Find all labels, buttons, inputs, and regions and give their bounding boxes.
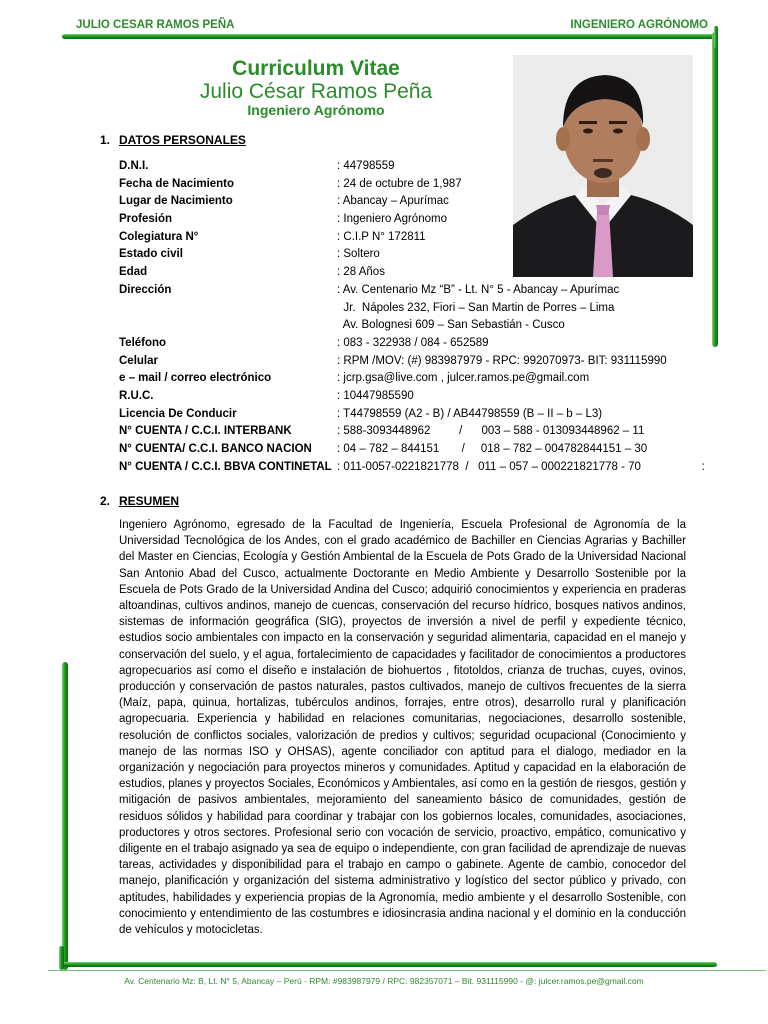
field-key: N° CUENTA / C.C.I. BBVA CONTINETAL <box>119 460 332 473</box>
field-value: : 44798559 <box>337 160 395 172</box>
header-name: JULIO CESAR RAMOS PEÑA <box>76 19 235 31</box>
field-key: N° CUENTA / C.C.I. INTERBANK <box>119 425 292 438</box>
section-label: RESUMEN <box>119 494 180 508</box>
field-value: : 10447985590 <box>337 389 414 402</box>
field-key: Colegiatura N° <box>119 230 199 243</box>
field-key: Licencia De Conducir <box>119 407 237 420</box>
frame-right-bar-top <box>714 26 718 48</box>
row-ruc <box>119 388 719 406</box>
row-account-interbank <box>119 423 719 441</box>
section-number: 2. <box>100 494 111 508</box>
row-email <box>119 370 719 388</box>
cv-name: Julio César Ramos Peña <box>199 80 433 103</box>
frame-bottom-bar <box>62 962 717 967</box>
cv-title: Curriculum Vitae <box>232 57 400 80</box>
field-value: : Ingeniero Agrónomo <box>337 213 447 226</box>
field-key: Fecha de Nacimiento <box>119 177 235 190</box>
row-age <box>119 264 719 282</box>
field-value: : T44798559 (A2 - B) / AB44798559 (B – II – b – L3) <box>337 407 603 420</box>
row-address-2 <box>119 300 719 318</box>
frame-left-bar-bottom <box>59 946 64 970</box>
field-value: : RPM /MOV: (#) 983987979 - RPC: 992070973- BIT: 931115990 <box>337 354 667 367</box>
field-key: Lugar de Nacimiento <box>119 195 233 208</box>
section-label: DATOS PERSONALES <box>119 133 246 147</box>
row-registration <box>119 229 719 247</box>
footer-contact: Av. Centenario Mz: B, Lt. N° 5, Abancay – Perú - RPM: #983987979 / RPC: 982357071 – Bit. 931115990 - @: julcer.ramos.pe@gmail.com <box>124 976 644 986</box>
field-key: Teléfono <box>119 336 167 349</box>
header-profession: INGENIERO AGRÓNOMO <box>570 19 708 31</box>
row-dni <box>119 158 719 176</box>
personal-data-list <box>119 158 719 476</box>
field-value: : C.I.P N° 172811 <box>337 230 426 243</box>
field-value: : 011-0057-0221821778 / 011 – 057 – 000221821778 - 70 : <box>337 460 705 473</box>
row-license <box>119 406 719 424</box>
frame-top-bar <box>62 34 718 39</box>
summary-paragraph: Ingeniero Agrónomo, egresado de la Facultad de Ingeniería, Escuela Profesional de Agronomía de la Universidad Tecnológica de los Andes, con el grado académico de Bachiller en Ciencias Agrarias y Bachiller del Master en Ciencias, Ecología y Gestión Ambiental de la Escuela de Pots Grado de la Universidad Nacional San Antonio Abad del Cusco, actualmente Doctorante en Medio Ambiente y Desarrollo Sostenible por la Escuela de Pots Grado de la Universidad Andina del Cusco; adquirió conocimientos y experiencia en praderas altoandinas, cultivos andinos, manejo de cuencas, conservación del recurso hídrico, bosques nativos andinos, sistemas de información geográfica (SIG), proyectos de inversión a nivel de perfil y expediente técnico, estudios socio ambientales con impacto en la conservación y seguridad alimentaria, capacidad en el manejo y conservación del suelo, y el agua, fortalecimiento de capacidades y facilitador de conocimientos a productores agropecuarios así como el diseño e instalación de biohuertos , fitotoldos, crianza de truchas, cuyes, ovinos, producción y conservación de pastos naturales, pastos cultivados, manejo de cultivos frecuentes de la sierra (Maíz, papa, quinua, hortalizas, tubérculos andinos, forrajes, entre otros), desarrollo rural y planificación agropecuaria. Experiencia y habilidad en relaciones comunitarias, negociaciones, desarrollo sostenible, resolución de conflictos sociales, valorización de predios y cultivos; seguridad ocupacional (Conocimiento y manejo de las normas ISO y OHSAS), agente conciliador con aptitud para el dialogo, mediador en la organización y negociación para proyectos mineros y comunidades. Aptitud y capacidad en la elaboración de estudios, planes y proyectos Sociales, Económicos y Ambientales, así como en la gestión de riesgos, gestión y mitigación de pasivos ambientales, mejoramiento del saneamiento básico de comunidades, gestión de residuos sólidos y habilidad para coordinar y trabajar con los gobiernos locales, comunidades, asociaciones, productores y otros sectores. Profesional serio con vocación de servicio, proactivo, empático, comunicativo y diligente en el trabajo asignado ya sea de equipo o independiente, con gran facilidad de aprendizaje de nuevas tareas, actividades y disponibilidad para el trabajo en campo o gabinete. Agente de cambio, conocedor del manejo, planificación y organización del sistema administrativo y logístico del sector público y privado, con aptitudes, habilidades y experiencia propias de la Agronomía, medio ambiente y el desarrollo Sostenible, con conocimiento y entendimiento de las costumbres e idiosincrasia andina nacional y el dominio en la conducción de vehículos y motocicletas. <box>119 519 686 937</box>
row-address-3 <box>119 317 719 335</box>
field-value: : 24 de octubre de 1,987 <box>337 177 462 190</box>
row-birth-place <box>119 193 719 211</box>
footer-divider <box>48 970 766 971</box>
field-value: : 083 - 322938 / 084 - 652589 <box>337 336 489 349</box>
section-number: 1. <box>100 133 111 147</box>
row-account-bbva <box>119 459 719 477</box>
frame-left-bar <box>62 662 68 970</box>
field-value: : 28 Años <box>337 266 385 279</box>
row-civil-status <box>119 246 719 264</box>
field-key: Celular <box>119 354 158 367</box>
row-birth-date <box>119 176 719 194</box>
field-value: : 04 – 782 – 844151 / 018 – 782 – 004782844151 – 30 <box>337 443 648 455</box>
field-key: Dirección <box>119 283 172 296</box>
field-value: : jcrp.gsa@live.com , julcer.ramos.pe@gmail.com <box>337 372 590 385</box>
field-value: Jr. Nápoles 232, Fiori – San Martin de Porres – Lima <box>337 301 615 314</box>
field-value: Av. Bolognesi 609 – San Sebastián - Cusco <box>337 319 565 332</box>
field-key: Edad <box>119 266 148 279</box>
field-key: N° CUENTA/ C.C.I. BANCO NACION <box>119 443 312 455</box>
row-account-banco-nacion <box>119 441 719 459</box>
section-summary <box>100 494 179 508</box>
field-key: D.N.I. <box>119 160 149 172</box>
row-phone <box>119 335 719 353</box>
row-address <box>119 282 719 300</box>
field-key: R.U.C. <box>119 389 154 402</box>
field-key: Estado civil <box>119 248 183 261</box>
field-value: : 588-3093448962 / 003 – 588 - 013093448962 – 11 <box>337 425 645 438</box>
cv-profession: Ingeniero Agrónomo <box>247 102 385 118</box>
row-profession <box>119 211 719 229</box>
field-key: e – mail / correo electrónico <box>119 372 272 385</box>
field-value: : Abancay – Apurímac <box>337 195 449 208</box>
row-cellphone <box>119 353 719 371</box>
field-key: Profesión <box>119 213 173 226</box>
section-personal-data <box>100 133 246 147</box>
field-value: : Soltero <box>337 248 380 261</box>
field-value: : Av. Centenario Mz “B” - Lt. N° 5 - Abancay – Apurímac <box>337 283 620 296</box>
